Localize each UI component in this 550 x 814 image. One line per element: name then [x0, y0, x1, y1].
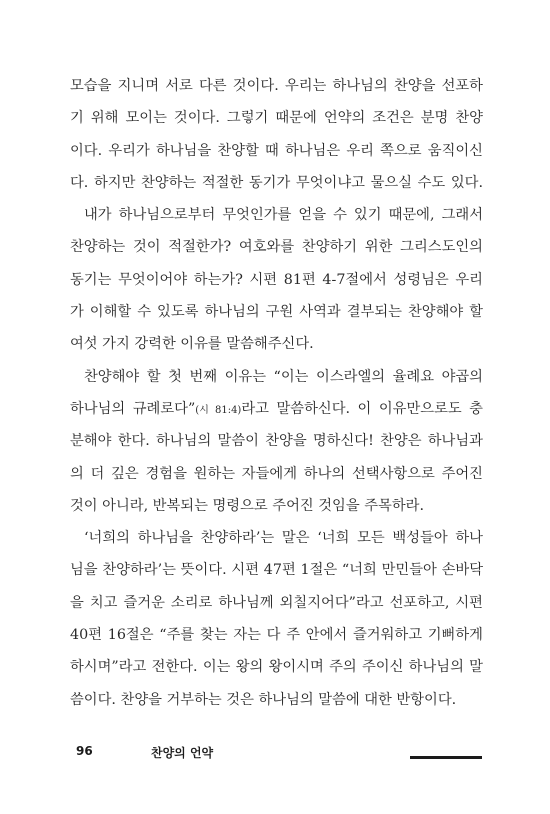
text-line: 내가 하나님으로부터 무엇인가를 얻을 수 있기 때문에, 그래서	[84, 207, 483, 224]
running-title: 찬양의 언약	[151, 746, 214, 760]
text-line: 기 위해 모이는 것이다. 그렇기 때문에 언약의 조건은 분명 찬양	[70, 110, 483, 127]
text-line: 을 치고 즐거운 소리로 하나님께 외칠지어다”라고 선포하고, 시편	[70, 594, 483, 611]
text-line: 이다. 우리가 하나님을 찬양할 때 하나님은 우리 쪽으로 움직이신	[70, 142, 483, 159]
body-text	[70, 70, 483, 716]
text-line: 분해야 한다. 하나님의 말씀이 찬양을 명하신다! 찬양은 하나님과	[70, 433, 483, 450]
text-line: 동기는 무엇이어야 하는가? 시편 81편 4-7절에서 성령님은 우리	[70, 271, 483, 288]
text-line: 님을 찬양하라’는 뜻이다. 시편 47편 1절은 “너희 만민들아 손바닥	[70, 562, 483, 579]
text-line: 하시며”라고 전한다. 이는 왕의 왕이시며 주의 주이신 하나님의 말	[70, 659, 483, 676]
text-line: 찬양해야 할 첫 번째 이유는 “이는 이스라엘의 율례요 야곱의	[84, 368, 483, 385]
text-line: 40편 16절은 “주를 찾는 자는 다 주 안에서 즐거워하고 기뻐하게	[70, 627, 483, 644]
footer-rule	[410, 756, 482, 759]
text-line: 것이 아니라, 반복되는 명령으로 주어진 것임을 주목하라.	[70, 497, 425, 514]
text-segment: 하나님의 규례로다”	[70, 400, 196, 417]
text-line: 찬양하는 것이 적절한가? 여호와를 찬양하기 위한 그리스도인의	[70, 239, 483, 256]
text-line: 가 이해할 수 있도록 하나님의 구원 사역과 결부되는 찬양해야 할	[70, 304, 483, 321]
text-line: 의 더 깊은 경험을 원하는 자들에게 하나의 선택사항으로 주어진	[70, 465, 483, 482]
scripture-reference: (시 81:4)	[195, 404, 242, 416]
text-segment: 라고 말씀하신다. 이 이유만으로도 충	[241, 400, 483, 417]
text-line: 모습을 지니며 서로 다른 것이다. 우리는 하나님의 찬양을 선포하	[70, 78, 483, 94]
text-line	[70, 393, 483, 425]
text-line: 다. 하지만 찬양하는 적절한 동기가 무엇이냐고 물으실 수도 있다.	[70, 174, 483, 191]
text-line: ‘너희의 하나님을 찬양하라’는 말은 ‘너희 모든 백성들아 하나	[84, 530, 483, 547]
text-line: 여섯 가지 강력한 이유를 말씀해주신다.	[70, 336, 314, 353]
text-line: 씀이다. 찬양을 거부하는 것은 하나님의 말씀에 대한 반항이다.	[70, 691, 457, 708]
page-footer	[76, 744, 482, 768]
page-number: 96	[76, 744, 93, 758]
